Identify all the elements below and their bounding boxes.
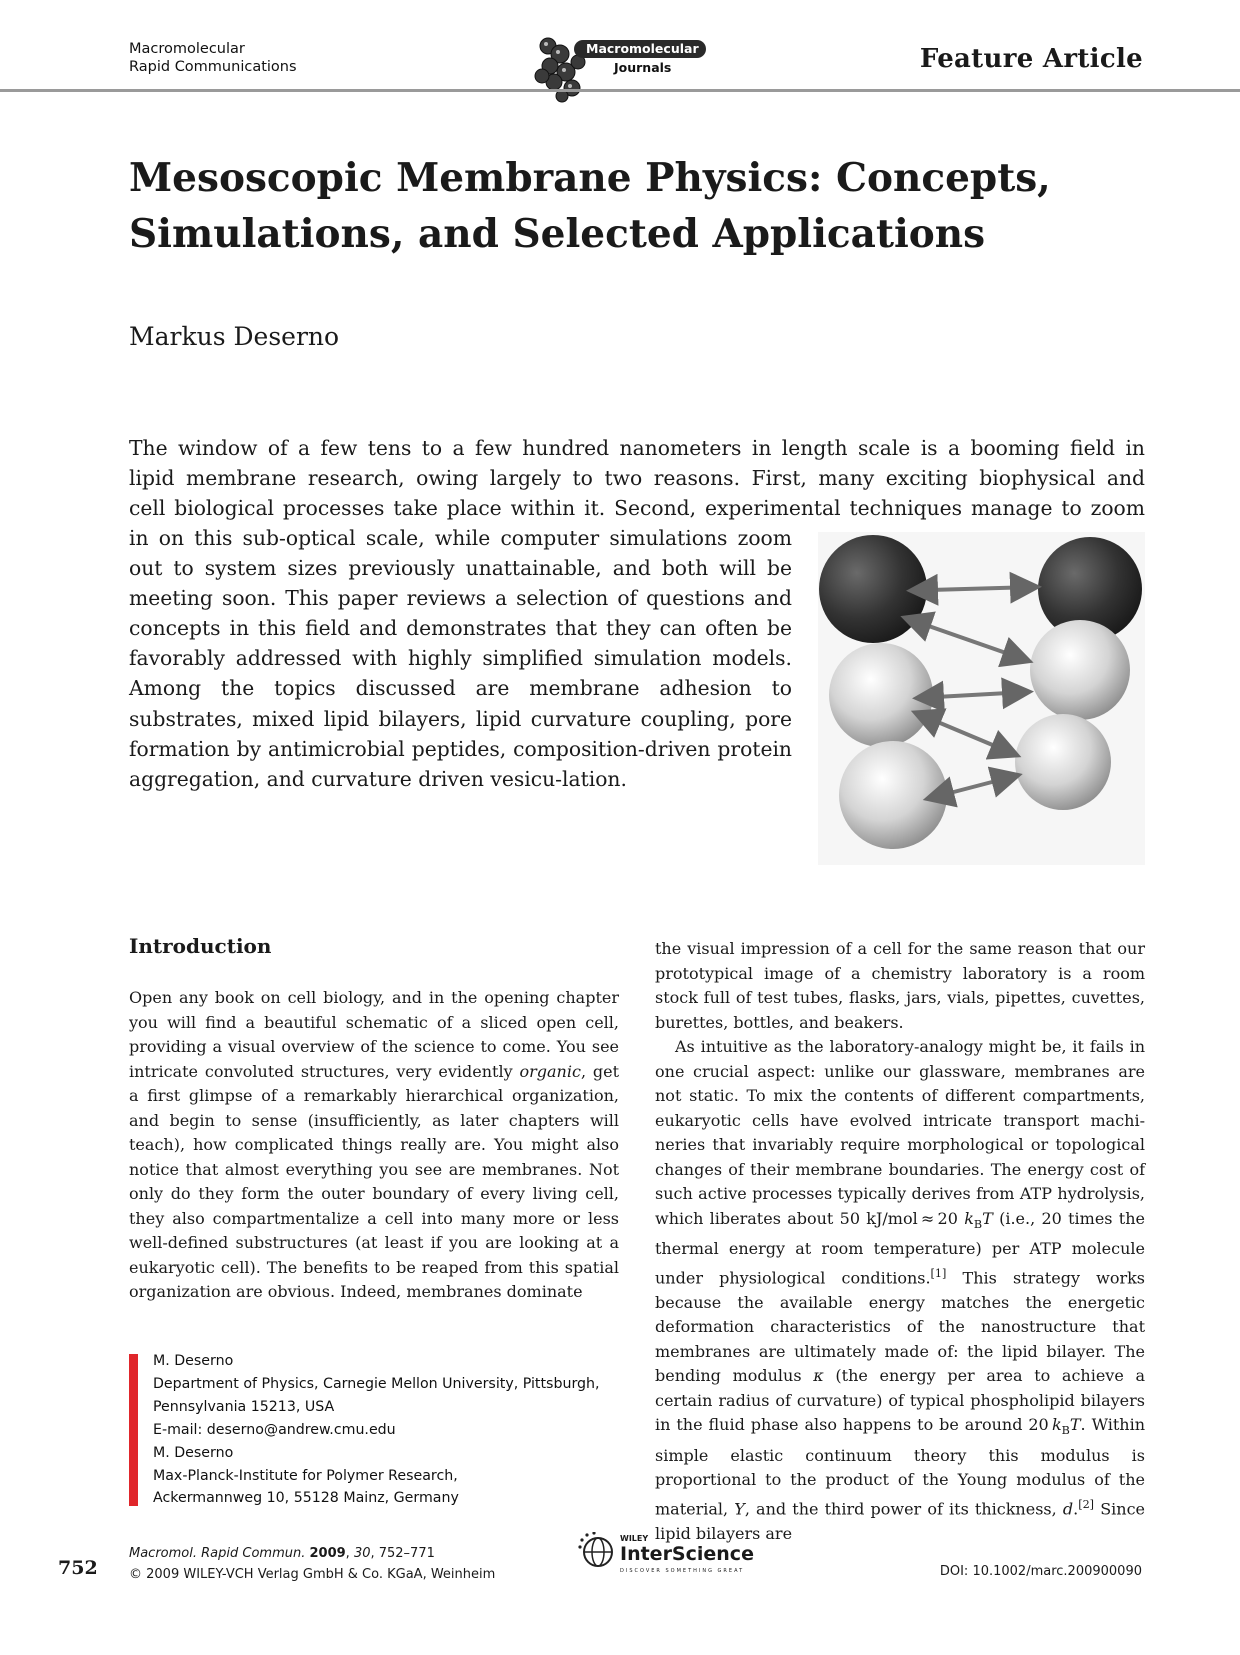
page-number: 752 (58, 1557, 98, 1579)
affiliation-line: M. Deserno (153, 1444, 234, 1461)
journal-name-line1: Macromolecular (129, 41, 245, 57)
body-column-left (129, 986, 619, 1305)
publisher-interscience: InterScience (620, 1543, 754, 1565)
affiliation-line: M. Deserno (153, 1353, 234, 1369)
molecule-logo-icon (528, 26, 608, 106)
title-line2: Simulations, and Selected Applications (129, 211, 986, 257)
affiliation-line: Max-Planck-Institute for Polymer Research, (153, 1467, 458, 1484)
author-email-link[interactable]: E-mail: deserno@andrew.cmu.edu (153, 1421, 396, 1438)
toc-figure-beads (818, 532, 1145, 865)
bead-light-left (829, 643, 933, 747)
globe-icon (578, 1532, 618, 1572)
macromolecular-journals-logo (528, 26, 714, 106)
reference-link[interactable]: [1] (930, 1266, 947, 1280)
section-heading-introduction: Introduction (129, 934, 272, 958)
affiliation-line: Department of Physics, Carnegie Mellon University, Pittsburgh, (153, 1375, 600, 1392)
author-affiliation (153, 1350, 600, 1510)
bead-dark-left (819, 535, 927, 643)
abstract-line: The window of a few tens to a few hundred nanometers in length scale is a booming field in (129, 436, 1145, 460)
logo-text-line1: Macromolecular (586, 41, 699, 56)
bead-light-left-lower (839, 741, 947, 849)
body-text: , get a first glimpse of a remarkably hierarchical organization, and begin to sense (insufficiently, as later chapters will teach), how complicated things really are. You might also notice that almost everything you see are membranes. Not only do they form the outer boundary of every living cell, they also compartmentalize a cell into many more or less well-defined substructures (at least if you are looking at a eukaryotic cell). The benefits to be reaped from this spatial organization are obvious. Indeed, membranes dominate (129, 1061, 620, 1301)
citation-footer (129, 1543, 495, 1585)
publisher-tagline: DISCOVER SOMETHING GREAT (620, 1568, 745, 1574)
bead-light-right (1030, 620, 1130, 720)
journal-name (129, 40, 297, 76)
body-paragraph: the visual impression of a cell for the same reason that our prototypical image of a chemistry laboratory is a room stock full of test tubes, flasks, jars, vials, pipettes, cuvettes, burettes, bottles, and beakers. (655, 939, 1145, 1032)
publisher-wiley: WILEY (620, 1534, 649, 1543)
journal-name-line2: Rapid Communications (129, 59, 297, 75)
title-line1: Mesoscopic Membrane Physics: Concepts, (129, 155, 1051, 201)
wiley-interscience-logo (578, 1530, 768, 1582)
body-column-right (655, 937, 1145, 1546)
author-name: Markus Deserno (129, 322, 340, 351)
emphasis: organic (519, 1061, 581, 1081)
abstract-full-width (129, 433, 1145, 523)
affiliation-line: Ackermannweg 10, 55128 Mainz, Germany (153, 1490, 459, 1507)
section-label: Feature Article (919, 44, 1143, 74)
doi-link[interactable]: DOI: 10.1002/marc.200900090 (939, 1564, 1142, 1579)
affiliation-line: Pennsylvania 15213, USA (153, 1398, 335, 1415)
citation-line: Macromol. Rapid Commun. 2009, 30, 752–771 (129, 1546, 435, 1561)
abstract-line: lipid membrane research, owing largely to two reasons. First, many exciting biophysical and (129, 466, 1145, 491)
abstract-line: cell biological processes take place within it. Second, experimental techniques manage to zoom (129, 496, 1145, 521)
logo-text-line2: Journals (614, 60, 672, 75)
reference-link[interactable]: [2] (1078, 1497, 1095, 1511)
article-title (129, 150, 1109, 262)
copyright-line: © 2009 WILEY-VCH Verlag GmbH & Co. KGaA, Weinheim (129, 1567, 496, 1582)
abstract-wrapped: in on this sub-optical scale, while computer simulations zoom out to system sizes previously unattainable, and both will be meeting soon. This paper reviews a selection of questions and concepts in this field and demonstrates that they can often be favorably addressed with highly simplified simulation models. Among the topics discussed are membrane adhesion to substrates, mixed lipid bilayers, lipid curvature coupling, pore formation by antimicrobial peptides, composition-driven protein aggregation, and curvature driven vesicu-lation. (129, 526, 792, 791)
bead-light-right-lower (1015, 714, 1111, 810)
header-divider (0, 89, 1240, 92)
body-paragraph: As intuitive as the laboratory-analogy might be, it fails in one crucial aspect: unlike our glassware, membranes are not static. To mix the contents of different compartments, eukaryotic cells have evolved intricate transport machi-neries that invariably require morphological or topological changes of their membrane boundaries. The energy cost of such active processes typically derives from ATP hydrolysis, which liberates about 50 kJ/mol ≈ 20 $k_BT$ (i.e., 20 times the thermal energy at room temperature) per ATP molecule under physiological conditions.[1] This strategy works because the available energy matches the energetic deformation characteristics of the nanostructure that membranes are ultimately made of: the lipid bilayer. The bending modulus κ (the energy per area to achieve a certain radius of curvature) of typical phospholipid bilayers in the fluid phase also happens to be around 20 $k_BT$. Within simple elastic continuum theory this modulus is proportional to the product of the Young modulus of the material, Y, and the third power of its thickness, d.[2] Since lipid bilayers are (655, 1037, 1146, 1543)
affiliation-marker-bar (129, 1354, 138, 1506)
body-text: Open any book on cell biology, and in the opening chapter you will find a beautiful schematic of a sliced open cell, providing a visual overview of the science to come. You see intricate convoluted structures, very evidently (129, 988, 619, 1081)
